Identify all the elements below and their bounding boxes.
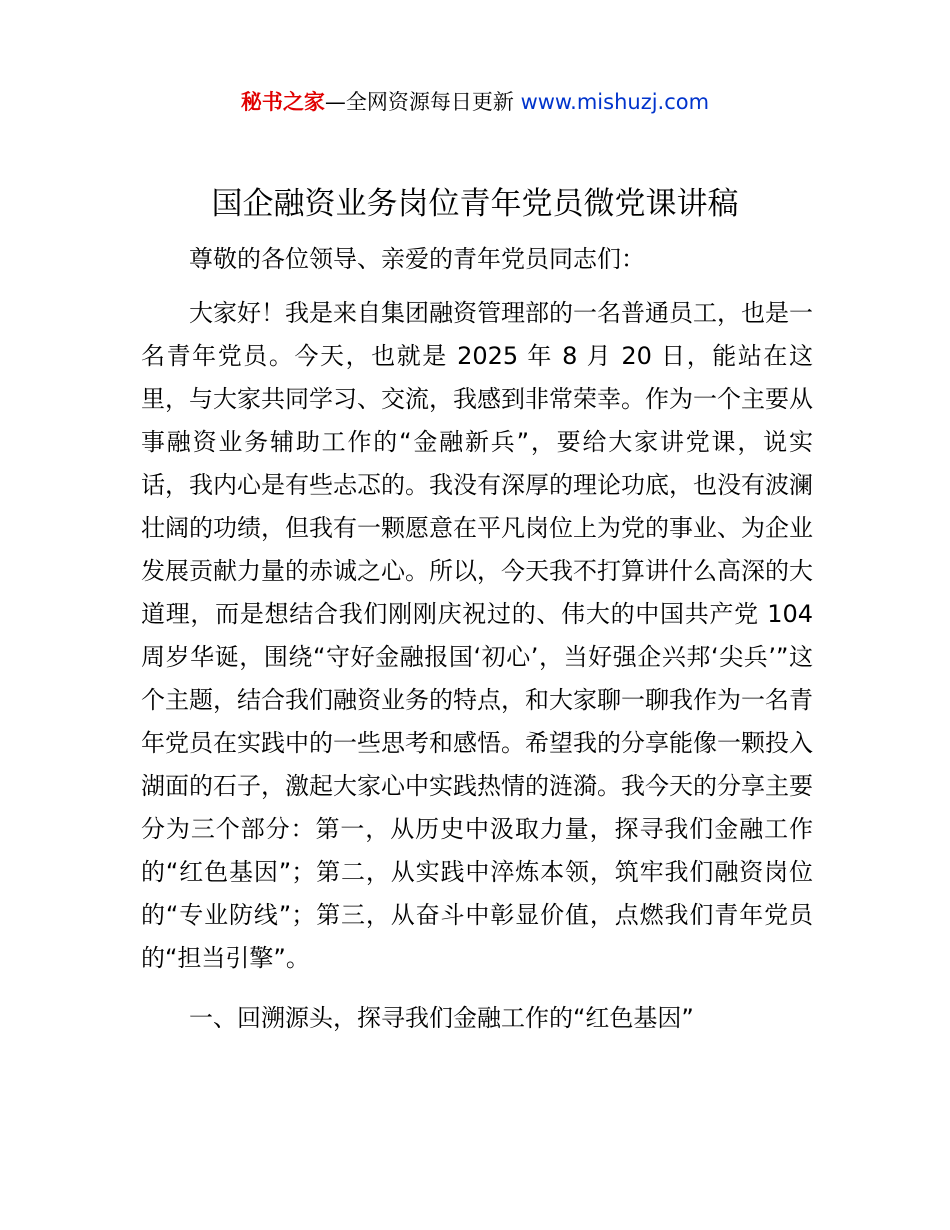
section-heading: 一、回溯源头，探寻我们金融工作的“红色基因” — [189, 1004, 694, 1032]
salutation-text: 尊敬的各位领导、亲爱的青年党员同志们： — [189, 245, 645, 273]
header-slogan: —全网资源每日更新 — [324, 90, 521, 114]
body-paragraph: 大家好！我是来自集团融资管理部的一名普通员工，也是一名青年党员。今天，也就是 2025 年 8 月 20 日，能站在这里，与大家共同学习、交流，我感到非常荣幸。作为一个主要从事融资业务辅助工作的“金融新兵”，要给大家讲党课，说实话，我内心是有些忐忑的。我没有深厚的理论功底，也没有波澜壮阔的功绩，但我有一颗愿意在平凡岗位上为党的事业、为企业发展贡献力量的赤诚之心。所以，今天我不打算讲什么高深的大道理，而是想结合我们刚刚庆祝过的、伟大的中国共产党 104 周岁华诞，围绕“守好金融报国‘初心’，当好强企兴邦‘尖兵’”这个主题，结合我们融资业务的特点，和大家聊一聊我作为一名青年党员在实践中的一些思考和感悟。希望我的分享能像一颗投入湖面的石子，激起大家心中实践热情的涟漪。我今天的分享主要分为三个部分：第一，从历史中汲取力量，探寻我们金融工作的“红色基因”；第二，从实践中淬炼本领，筑牢我们融资岗位的“专业防线”；第三，从奋斗中彰显价值，点燃我们青年党员的“担当引擎”。 — [141, 299, 813, 972]
salutation — [141, 238, 813, 281]
body-paragraph-block — [141, 292, 813, 980]
site-url-link[interactable]: www.mishuzj.com — [520, 90, 710, 114]
site-header — [0, 86, 950, 118]
section-heading-block — [141, 997, 813, 1040]
document-title: 国企融资业务岗位青年党员微党课讲稿 — [211, 186, 739, 222]
brand-name: 秘书之家 — [240, 90, 325, 114]
